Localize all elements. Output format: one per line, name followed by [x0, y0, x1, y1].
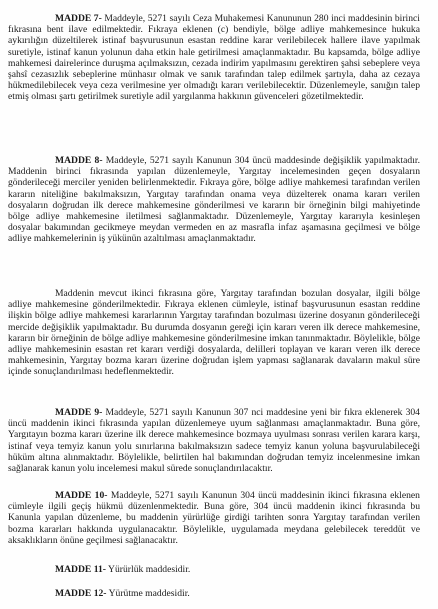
article-11-text: Yürürlük maddesidir. [106, 564, 191, 575]
article-9 [8, 407, 420, 474]
article-11-heading: MADDE 11- [55, 564, 106, 575]
article-8-second-paragraph [8, 288, 420, 378]
article-7-text: Maddeyle, 5271 sayılı Ceza Muhakemesi Kanununun 280 inci maddesinin birinci fıkrasına bent ilave edilmektedir. Fıkraya eklenen (c) bendiyle, bölge adliye mahkemesince hukuka aykırılığın düzeltilerek istinaf başvurusunun esastan reddine karar verilebilecek hallere ilave yapılmak suretiyle, istinaf kanun yolunun daha etkin hale getirilmesi amaçlanmaktadır. Bu kapsamda, bölge adliye mahkemesi dairelerince duruşma açılmaksızın, cezada indirim yapılmasını gerektiren şahsi sebeplere veya şahsî cezasızlık sebeplerine münhasır olmak ve sanık tarafından talep edilmek şartıyla, daha az cezaya hükmedilebilecek veya ceza verilmesine yer olmadığı kararı verilebilecektir. Düzenlemeyle, sanığın talep etmiş olması şartı getirilmek suretiyle adil yargılanma hakkının güvenceleri gözetilmektedir. [8, 13, 420, 103]
article-10 [8, 490, 420, 546]
article-10-heading: MADDE 10- [55, 490, 108, 501]
article-12-heading: MADDE 12- [55, 588, 107, 599]
article-8-heading: MADDE 8- [55, 155, 103, 166]
article-12 [8, 588, 420, 599]
article-8-second-paragraph-text: Maddenin mevcut ikinci fıkrasına göre, Yargıtay tarafından bozulan dosyalar, ilgili bölge adliye mahkemesine gönderilmektedir. Fıkraya eklenen cümleyle, istinaf başvurusunun esastan reddine ilişkin bölge adliye mahkemesi kararlarının Yargıtay tarafından bozulması üzerine dosyanın gönderileceği mercide değişiklik yapılmaktadır. Bu durumda dosyanın gereği için kararı veren ilk derece mahkemesine, kararın bir örneğinin de bölge adliye mahkemesine gönderilmesine imkan tanınmaktadır. Böylelikle, bölge adliye mahkemesinin esastan ret kararı verdiği dosyalarda, delilleri toplayan ve kararı veren ilk derece mahkemesinin, Yargıtay bozma kararı üzerine doğrudan işlem yapması sağlanarak davaların makul süre içinde sonuçlandırılması hedeflenmektedir. [8, 288, 420, 378]
article-9-text: Maddeyle, 5271 sayılı Kanunun 307 nci maddesine yeni bir fıkra eklenerek 304 üncü maddenin ikinci fıkrasında yapılan düzenlemeye uyum sağlanması amaçlanmaktadır. Buna göre, Yargıtayın bozma kararı üzerine ilk derece mahkemesince bozmaya uyulması sonrası verilen karara karşı, istinaf veya temyiz kanun yolu sınırlarına bakılmaksızın sadece temyiz kanun yoluna başvurulabileceği hüküm altına alınmaktadır. Böylelikle, belirtilen hal bakımından doğrudan temyiz incelenmesine imkan sağlanarak kanun yolu incelemesi makul sürede sonuçlandırılacaktır. [8, 407, 420, 475]
article-9-heading: MADDE 9- [55, 407, 103, 418]
article-12-text: Yürütme maddesidir. [106, 588, 190, 599]
article-7 [8, 13, 420, 103]
article-8-text: Maddeyle, 5271 sayılı Kanunun 304 üncü maddesinde değişiklik yapılmaktadır. Maddenin birinci fıkrasında yapılan düzenlemeyle, Yargıtay incelemesinden geçen dosyaların gönderileceği merciler yeniden belirlenmektedir. Fıkraya göre, bölge adliye mahkemesi tarafından verilen kararın niteliğine bakılmaksızın, Yargıtay tarafından onama veya düzelterek onama kararı verilen dosyaların doğrudan ilk derece mahkemesine gönderilmesi ve kararın bir örneğinin bilgi mahiyetinde bölge adliye mahkemesine iletilmesi sağlanmaktadır. Düzenlemeyle, Yargıtay kararıyla kesinleşen dosyalar bakımından gecikmeye meydan vermeden en az masrafla infaz aşamasına geçilmesi ve bölge adliye mahkemelerinin iş yükünün azaltılması amaçlanmaktadır. [8, 155, 420, 245]
article-8 [8, 155, 420, 245]
article-10-text: Maddeyle, 5271 sayılı Kanunun 304 üncü maddesinin ikinci fıkrasına eklenen cümleyle ilgili geçiş hükmü düzenlenmektedir. Buna göre, 304 üncü maddenin ikinci fıkrasında bu Kanunla yapılan düzenleme, bu maddenin yürürlüğe girdiği tarihten sonra Yargıtay tarafından verilen bozma kararları hakkında uygulanacaktır. Böylelikle, uygulamada meydana gelebilecek tereddüt ve aksaklıkların önüne geçilmesi sağlanacaktır. [8, 490, 420, 546]
article-7-heading: MADDE 7- [55, 13, 102, 24]
article-11 [8, 564, 420, 575]
